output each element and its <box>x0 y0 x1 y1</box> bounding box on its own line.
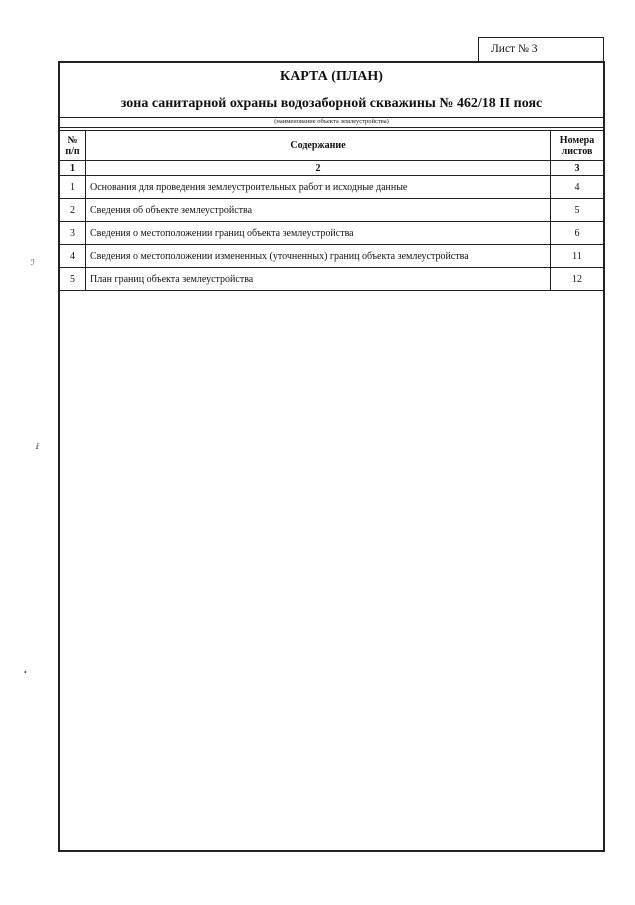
header-num: № п/п <box>60 131 86 161</box>
row-pages: 6 <box>551 222 604 245</box>
table-header-row <box>60 131 604 161</box>
row-pages: 11 <box>551 245 604 268</box>
row-content: Основания для проведения землеустроительных работ и исходные данные <box>86 176 551 199</box>
row-pages: 4 <box>551 176 604 199</box>
row-num: 5 <box>60 268 86 291</box>
row-pages: 5 <box>551 199 604 222</box>
sheet-number-label: Лист № 3 <box>478 37 604 61</box>
row-num: 1 <box>60 176 86 199</box>
row-content: Сведения об объекте землеустройства <box>86 199 551 222</box>
column-number-row <box>60 161 604 176</box>
table-row <box>60 222 604 245</box>
table-row <box>60 199 604 222</box>
row-content: План границ объекта землеустройства <box>86 268 551 291</box>
row-content: Сведения о местоположении границ объекта землеустройства <box>86 222 551 245</box>
colnum-3: 3 <box>551 161 604 176</box>
document-title: КАРТА (ПЛАН) <box>280 69 383 84</box>
table-row <box>60 245 604 268</box>
scan-mark: ℐ <box>31 258 35 267</box>
scan-mark: ⅈ <box>36 442 40 451</box>
subtitle-caption: (наименование объекта землеустройства) <box>274 118 389 125</box>
row-num: 4 <box>60 245 86 268</box>
header-pages: Номера листов <box>551 131 604 161</box>
colnum-1: 1 <box>60 161 86 176</box>
document-subtitle: зона санитарной охраны водозаборной скважины № 462/18 II пояс <box>120 96 543 111</box>
contents-table <box>59 130 604 291</box>
scan-mark: • <box>24 668 27 677</box>
document-frame <box>58 61 605 852</box>
header-content: Содержание <box>86 131 551 161</box>
row-num: 2 <box>60 199 86 222</box>
header-divider <box>60 127 603 128</box>
row-num: 3 <box>60 222 86 245</box>
table-row <box>60 268 604 291</box>
colnum-2: 2 <box>86 161 551 176</box>
row-content: Сведения о местоположении измененных (уточненных) границ объекта землеустройства <box>86 245 551 268</box>
table-row <box>60 176 604 199</box>
row-pages: 12 <box>551 268 604 291</box>
